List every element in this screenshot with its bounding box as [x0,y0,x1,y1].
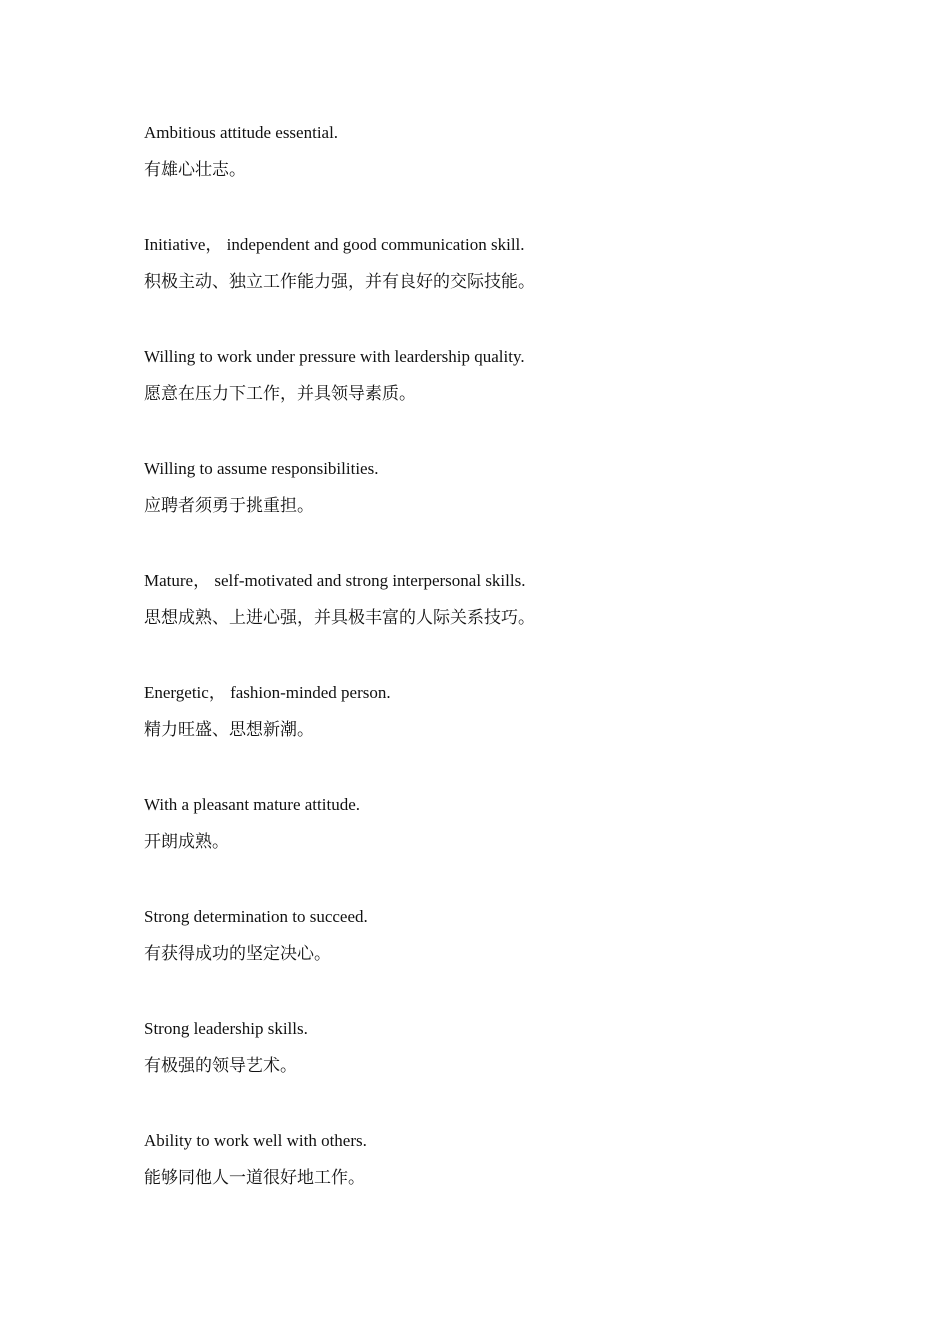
chinese-translation: 有获得成功的坚定决心。 [144,944,331,964]
phrase-entry [144,234,844,294]
chinese-translation: 应聘者须勇于挑重担。 [144,496,314,516]
phrase-entry [144,570,844,630]
english-phrase: Ambitious attitude essential. [144,123,339,142]
phrase-entry [144,794,844,854]
english-phrase: Initiative， independent and good communication skill. [144,235,525,254]
english-phrase: Willing to assume responsibilities. [144,459,379,478]
english-phrase: With a pleasant mature attitude. [144,795,360,814]
english-phrase: Willing to work under pressure with leardership quality. [144,347,525,366]
chinese-translation: 精力旺盛、思想新潮。 [144,720,314,740]
english-phrase: Mature， self-motivated and strong interpersonal skills. [144,571,526,590]
phrase-entry [144,1130,844,1190]
phrase-entry [144,458,844,518]
phrase-entry [144,906,844,966]
english-phrase: Strong determination to succeed. [144,907,368,926]
chinese-translation: 思想成熟、上进心强，并具极丰富的人际关系技巧。 [144,608,535,628]
english-phrase: Ability to work well with others. [144,1131,367,1150]
chinese-translation: 有极强的领导艺术。 [144,1056,297,1076]
chinese-translation: 开朗成熟。 [144,832,229,852]
phrase-entry [144,346,844,406]
chinese-translation: 愿意在压力下工作，并具领导素质。 [144,384,416,404]
chinese-translation: 能够同他人一道很好地工作。 [144,1168,365,1188]
english-phrase: Strong leadership skills. [144,1019,308,1038]
phrase-entry [144,122,844,182]
phrase-entry [144,1018,844,1078]
chinese-translation: 积极主动、独立工作能力强，并有良好的交际技能。 [144,272,535,292]
english-phrase: Energetic， fashion-minded person. [144,683,391,702]
phrase-entry [144,682,844,742]
chinese-translation: 有雄心壮志。 [144,160,246,180]
